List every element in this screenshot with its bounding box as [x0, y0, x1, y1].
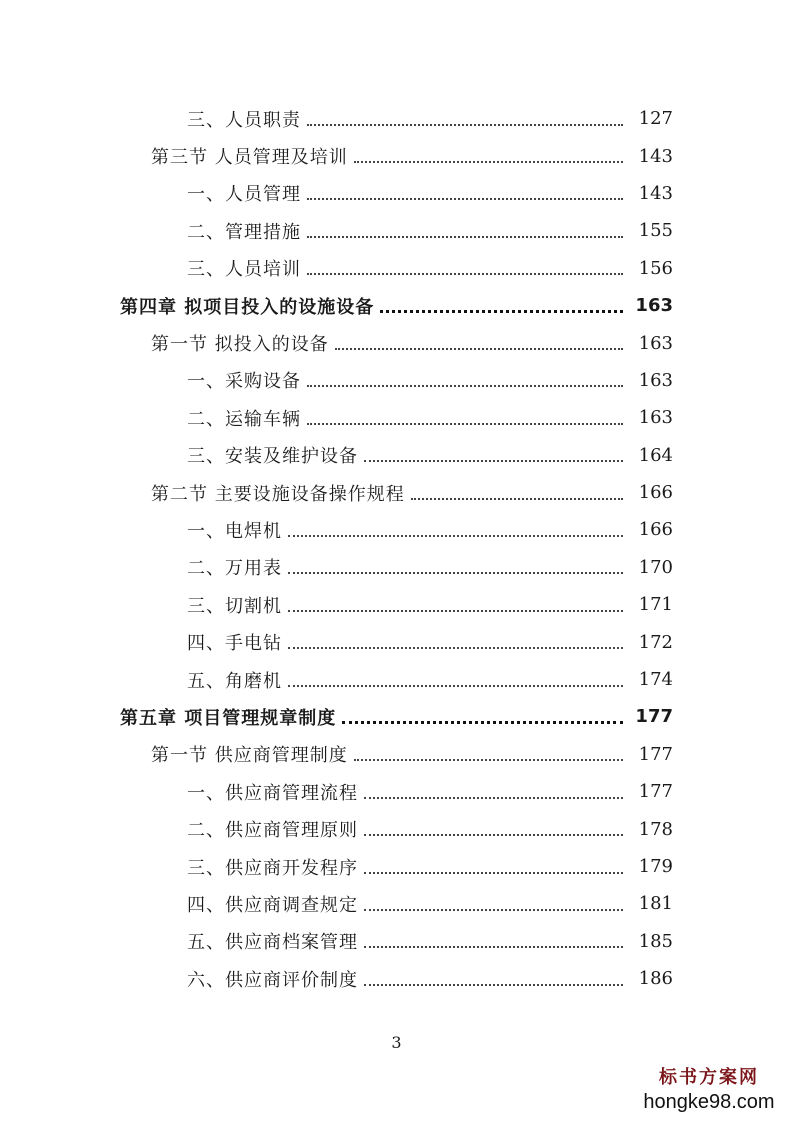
toc-entry-page: 156: [638, 257, 673, 279]
toc-dot-leader: [364, 984, 623, 986]
toc-entry-page: 127: [638, 108, 673, 130]
toc-dot-leader: [354, 161, 623, 163]
toc-entry-label: 三、供应商开发程序: [187, 857, 358, 879]
toc-entry-label: 六、供应商评价制度: [187, 969, 358, 991]
toc-entry-label: 三、人员职责: [187, 109, 301, 131]
toc-subsection-entry[interactable]: [0, 212, 793, 249]
toc-entry-page: 177: [638, 743, 673, 765]
toc-entry-label: 第二节 主要设施设备操作规程: [151, 483, 405, 505]
toc-subsection-entry[interactable]: [0, 923, 793, 960]
toc-dot-leader: [335, 348, 623, 350]
toc-subsection-entry[interactable]: [0, 810, 793, 847]
toc-dot-leader: [288, 610, 623, 612]
toc-subsection-entry[interactable]: [0, 773, 793, 810]
toc-entry-page: 164: [638, 444, 673, 466]
toc-entry-label: 二、万用表: [187, 558, 282, 580]
toc-dot-leader: [307, 423, 623, 425]
toc-entry-page: 179: [638, 856, 673, 877]
toc-subsection-entry[interactable]: [0, 175, 793, 212]
toc-dot-leader: [288, 535, 623, 537]
toc-entry-page: 166: [638, 482, 673, 504]
toc-entry-label: 第一节 供应商管理制度: [151, 745, 348, 767]
toc-subsection-entry[interactable]: [0, 250, 793, 287]
toc-entry-label: 第三节 人员管理及培训: [151, 147, 348, 169]
toc-entry-page: 186: [638, 968, 673, 990]
toc-entry-label: 二、供应商管理原则: [187, 820, 358, 842]
toc-entry-label: 三、人员培训: [187, 259, 301, 281]
toc-subsection-entry[interactable]: [0, 960, 793, 997]
toc-dot-leader: [342, 721, 623, 724]
toc-dot-leader: [307, 236, 623, 238]
toc-entry-page: 155: [638, 220, 673, 242]
toc-dot-leader: [288, 572, 623, 574]
toc-entry-label: 五、角磨机: [187, 670, 282, 692]
toc-entry-label: 四、供应商调查规定: [187, 894, 358, 916]
toc-entry-page: 170: [638, 556, 673, 578]
toc-subsection-entry[interactable]: [0, 848, 793, 885]
toc-dot-leader: [307, 273, 623, 275]
toc-dot-leader: [307, 385, 623, 387]
toc-entry-label: 一、人员管理: [187, 184, 301, 206]
toc-entry-page: 166: [638, 519, 673, 541]
toc-entry-page: 163: [638, 332, 673, 354]
table-of-contents: [0, 100, 793, 997]
watermark-url: hongke98.com: [643, 1091, 775, 1113]
toc-dot-leader: [364, 909, 623, 911]
toc-entry-page: 172: [638, 631, 673, 653]
toc-section-entry[interactable]: [0, 137, 793, 174]
toc-entry-label: 二、运输车辆: [187, 408, 301, 430]
toc-dot-leader: [288, 647, 623, 649]
toc-dot-leader: [364, 946, 623, 948]
toc-chapter-entry[interactable]: [0, 698, 793, 735]
toc-entry-page: 177: [638, 781, 673, 803]
toc-entry-label: 四、手电钻: [187, 633, 282, 655]
toc-dot-leader: [307, 198, 623, 200]
toc-entry-page: 143: [638, 145, 673, 167]
toc-entry-page: 143: [638, 182, 673, 204]
toc-entry-page: 181: [638, 893, 673, 915]
toc-entry-label: 一、供应商管理流程: [187, 782, 358, 804]
toc-dot-leader: [364, 834, 623, 836]
toc-section-entry[interactable]: [0, 324, 793, 361]
toc-subsection-entry[interactable]: [0, 586, 793, 623]
watermark: [639, 1063, 779, 1114]
toc-entry-label: 三、切割机: [187, 595, 282, 617]
toc-entry-page: 177: [635, 706, 673, 728]
toc-entry-label: 五、供应商档案管理: [187, 932, 358, 954]
toc-section-entry[interactable]: [0, 474, 793, 511]
toc-chapter-entry[interactable]: [0, 287, 793, 324]
toc-dot-leader: [411, 498, 623, 500]
toc-entry-label: 二、管理措施: [187, 221, 301, 243]
toc-entry-page: 163: [638, 407, 673, 429]
toc-dot-leader: [364, 872, 623, 874]
toc-entry-label: 三、安装及维护设备: [187, 446, 358, 468]
toc-entry-page: 163: [635, 295, 673, 317]
toc-subsection-entry[interactable]: [0, 511, 793, 548]
toc-entry-label: 一、采购设备: [187, 371, 301, 393]
toc-entry-page: 174: [638, 669, 673, 691]
toc-section-entry[interactable]: [0, 736, 793, 773]
toc-dot-leader: [307, 124, 623, 126]
page-number: 3: [391, 1033, 402, 1052]
toc-entry-page: 171: [638, 594, 673, 616]
toc-subsection-entry[interactable]: [0, 399, 793, 436]
toc-dot-leader: [288, 685, 623, 687]
toc-subsection-entry[interactable]: [0, 623, 793, 660]
toc-subsection-entry[interactable]: [0, 885, 793, 922]
toc-dot-leader: [380, 310, 623, 313]
toc-dot-leader: [354, 759, 623, 761]
toc-subsection-entry[interactable]: [0, 437, 793, 474]
toc-entry-label: 第一节 拟投入的设备: [151, 334, 329, 356]
toc-subsection-entry[interactable]: [0, 100, 793, 137]
toc-entry-label: 第四章 拟项目投入的设施设备: [120, 296, 375, 318]
watermark-title: 标书方案网: [659, 1067, 759, 1088]
toc-entry-label: 一、电焊机: [187, 520, 282, 542]
toc-subsection-entry[interactable]: [0, 362, 793, 399]
toc-entry-page: 163: [638, 369, 673, 391]
toc-dot-leader: [364, 797, 623, 799]
toc-subsection-entry[interactable]: [0, 661, 793, 698]
toc-entry-page: 185: [638, 930, 673, 952]
toc-entry-label: 第五章 项目管理规章制度: [120, 707, 337, 729]
toc-subsection-entry[interactable]: [0, 549, 793, 586]
toc-entry-page: 178: [638, 818, 673, 840]
toc-dot-leader: [364, 460, 623, 462]
